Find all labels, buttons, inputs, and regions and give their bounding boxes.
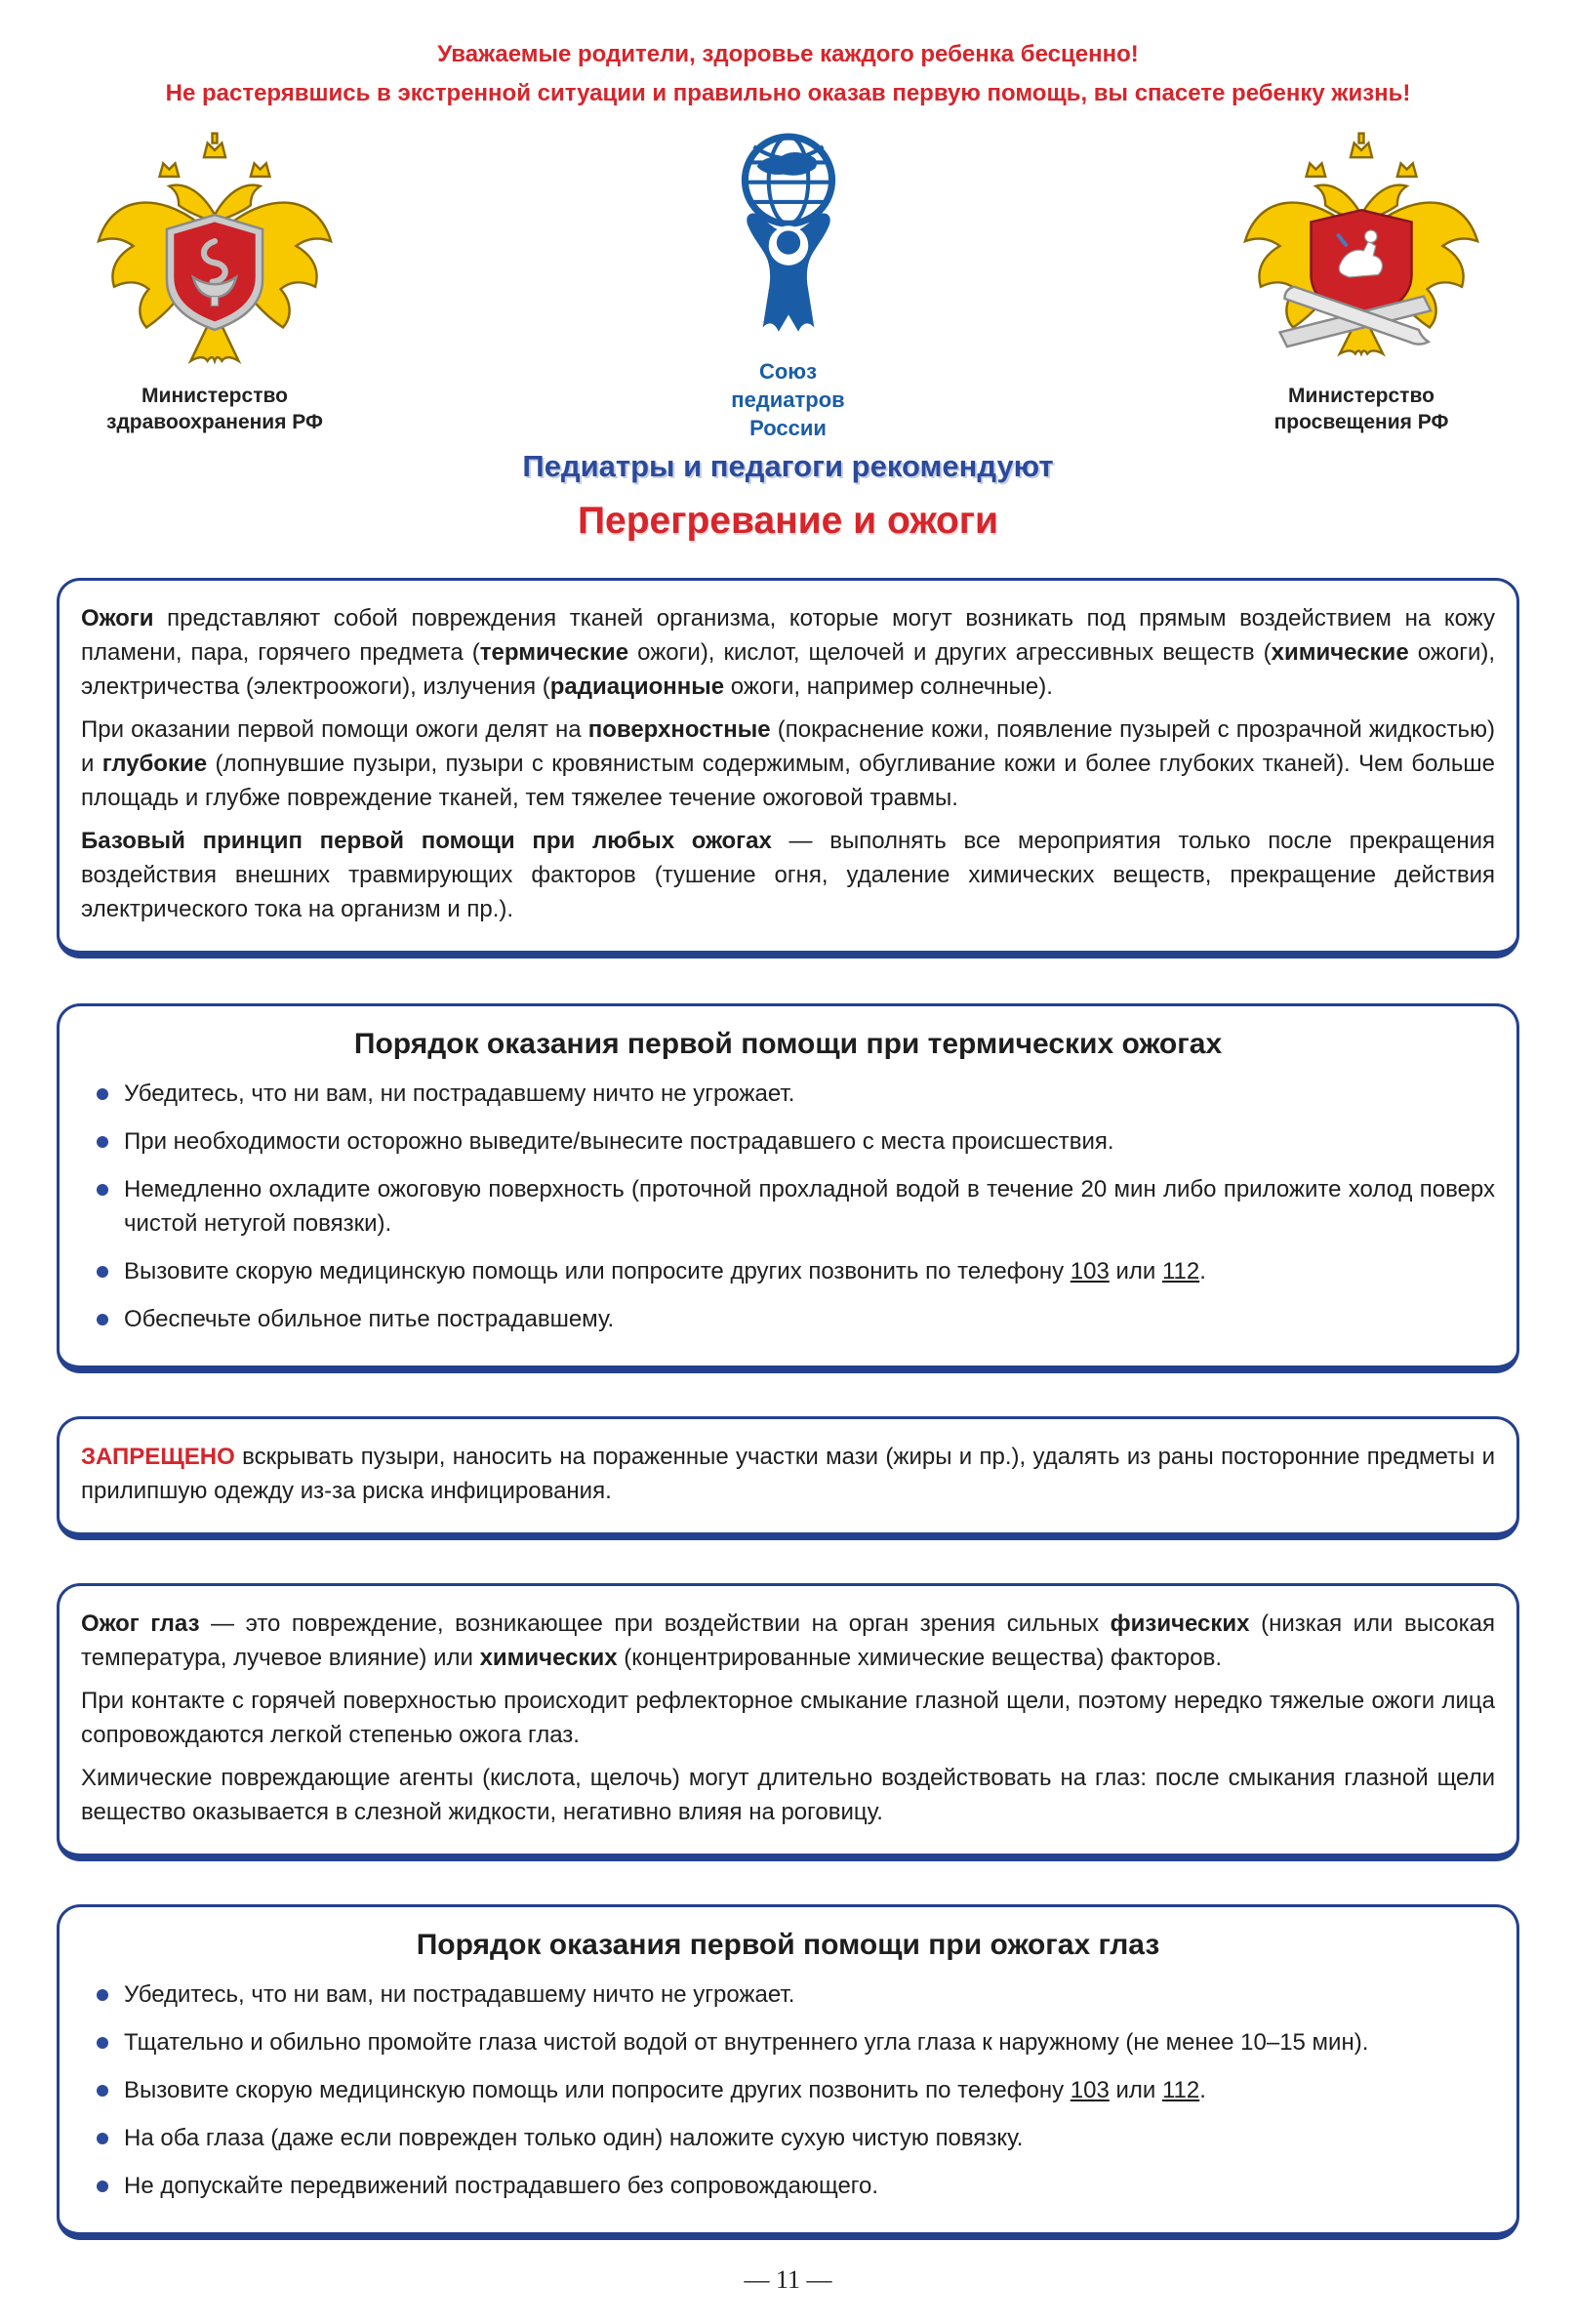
forbidden-actions-text: ЗАПРЕЩЕНО вскрывать пузыри, наносить на пораженные участки мази (жиры и пр.), удалять из раны посторонние предметы и прилипшую одежду из-за риска инфицирования. <box>81 1444 1495 1504</box>
eye-burns-reflex-paragraph: При контакте с горячей поверхностью происходит рефлекторное смыкание глазной щели, поэтому нередко тяжелые ожоги лица сопровождаются легкой степенью ожога глаз. <box>81 1688 1495 1748</box>
thermal-burns-aid-list <box>81 1077 1495 1336</box>
list-item: При необходимости осторожно выведите/вынесите пострадавшего с места происшествия. <box>81 1124 1495 1159</box>
education-ministry-caption <box>1274 383 1449 435</box>
list-item: Убедитесь, что ни вам, ни пострадавшему ничто не угрожает. <box>81 1077 1495 1111</box>
union-caption-line1: Союз <box>758 359 818 384</box>
logos-row <box>0 131 1576 453</box>
thermal-burns-aid-title: Порядок оказания первой помощи при термических ожогах <box>353 1028 1223 1060</box>
education-ministry-emblem-icon <box>1230 131 1493 377</box>
eye-burns-chemical-paragraph: Химические повреждающие агенты (кислота, щелочь) могут длительно воздействовать на глаз: после смыкания глазной щели вещество оказывается в слезной жидкости, негативно влияя на роговицу. <box>81 1765 1495 1825</box>
list-item: Немедленно охладите ожоговую поверхность (проточной прохладной водой в течение 20 мин либо приложите холод поверх чистой нетугой повязки). <box>81 1172 1495 1241</box>
eye-burns-definition-paragraph: Ожог глаз — это повреждение, возникающее при воздействии на орган зрения сильных физических (низкая или высокая температура, лучевое влияние) или химических (концентрированные химические вещества) факторов. <box>81 1610 1495 1671</box>
health-caption-line2: здравоохранения РФ <box>106 411 323 433</box>
list-item: Тщательно и обильно промойте глаза чистой водой от внутреннего угла глаза к наружному (не менее 10–15 мин). <box>81 2025 1495 2059</box>
health-ministry-block <box>54 131 376 435</box>
forbidden-actions-box <box>57 1416 1519 1540</box>
list-item: Убедитесь, что ни вам, ни пострадавшему ничто не угрожает. <box>81 1977 1495 2012</box>
list-item: Обеспечьте обильное питье пострадавшему. <box>81 1302 1495 1336</box>
recommendation-subtitle: Педиатры и педагоги рекомендуют <box>522 449 1054 483</box>
burns-definition-paragraph: Ожоги представляют собой повреждения тканей организма, которые могут возникать под прямым воздействием на кожу пламени, пара, горячего предмета (термические ожоги), кислот, щелочей и других агрессивных веществ (химические ожоги), электричества (электроожоги), излучения (радиационные ожоги, например солнечные). <box>81 605 1496 700</box>
list-item: Вызовите скорую медицинскую помощь или попросите других позвонить по телефону 103 или 112. <box>81 1254 1495 1288</box>
list-item: На оба глаза (даже если поврежден только один) наложите сухую чистую повязку. <box>81 2121 1495 2155</box>
health-ministry-emblem-icon <box>83 131 346 377</box>
eye-burns-aid-title: Порядок оказания первой помощи при ожогах глаз <box>416 1929 1160 1961</box>
header-appeal-line2: Не растерявшись в экстренной ситуации и правильно оказав первую помощь, вы спасете ребенку жизнь! <box>165 80 1411 106</box>
union-caption-line3: России <box>749 416 827 440</box>
burns-classification-paragraph: При оказании первой помощи ожоги делят на поверхностные (покраснение кожи, появление пузырей с прозрачной жидкостью) и глубокие (лопнувшие пузыри, пузыри с кровянистым содержимым, обугливание кожи и более глубоких тканей). Чем больше площадь и глубже повреждение тканей, тем тяжелее течение ожоговой травмы. <box>81 716 1496 811</box>
education-ministry-block <box>1200 131 1522 435</box>
union-caption-line2: педиатров <box>731 387 845 412</box>
page-title: Перегревание и ожоги <box>577 500 999 542</box>
eye-burns-definition-box <box>57 1583 1519 1861</box>
health-caption-line1: Министерство <box>141 385 288 407</box>
header-appeal-line1: Уважаемые родители, здоровье каждого ребенка бесценно! <box>437 41 1139 67</box>
pediatric-union-logo-icon <box>724 131 853 353</box>
eye-burns-aid-list <box>81 1977 1495 2203</box>
list-item: Вызовите скорую медицинскую помощь или попросите других позвонить по телефону 103 или 112. <box>81 2073 1495 2107</box>
burns-principle-paragraph: Базовый принцип первой помощи при любых ожогах — выполнять все мероприятия только после прекращения воздействия внешних травмирующих факторов (тушение огня, удаление химических веществ, прекращение действия электрического тока на организм и пр.). <box>81 828 1496 922</box>
eye-burns-aid-box <box>57 1904 1519 2240</box>
education-caption-line2: просвещения РФ <box>1273 411 1449 433</box>
pediatric-union-block <box>662 131 915 442</box>
page-number: — 11 — <box>744 2265 832 2294</box>
pediatric-union-caption <box>731 357 844 442</box>
list-item: Не допускайте передвижений пострадавшего без сопровождающего. <box>81 2169 1495 2203</box>
education-caption-line1: Министерство <box>1288 385 1435 407</box>
health-ministry-caption <box>106 383 323 435</box>
thermal-burns-aid-box <box>57 1003 1519 1373</box>
burns-definition-box <box>57 578 1519 958</box>
